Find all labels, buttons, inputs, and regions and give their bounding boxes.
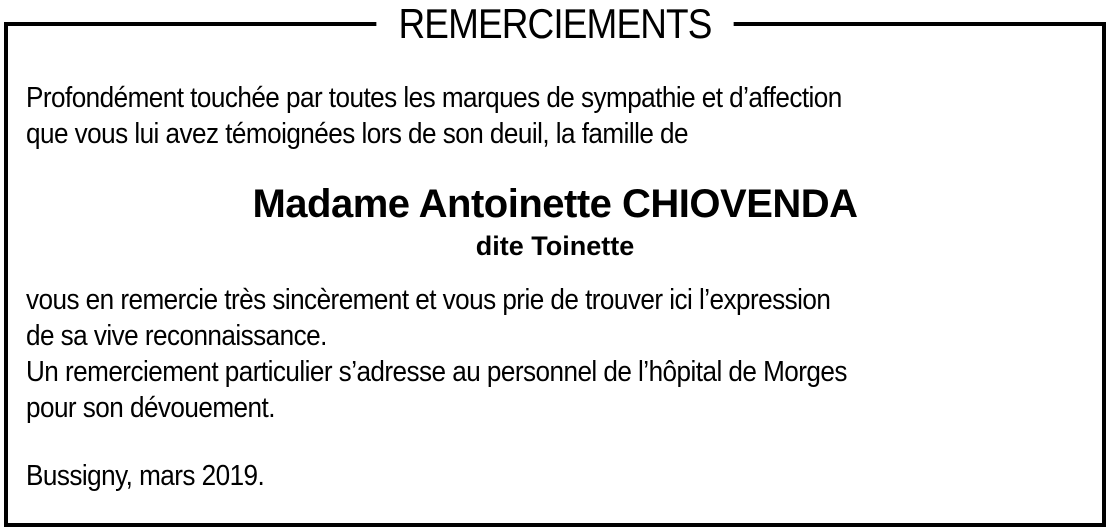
body-line-4: pour son dévouement.: [26, 392, 275, 424]
place-date-text: Bussigny, mars 2019.: [26, 460, 265, 492]
deceased-alias: dite Toinette: [475, 231, 635, 261]
intro-line-1: Profondément touchée par toutes les marques de sympathie et d’affection: [26, 82, 842, 114]
intro-line-2: que vous lui avez témoignées lors de son deuil, la famille de: [26, 118, 689, 150]
intro-paragraph: [26, 80, 998, 152]
notice-title: REMERCIEMENTS: [376, 0, 733, 48]
body-paragraph: [26, 282, 998, 426]
body-line-2: de sa vive reconnaissance.: [26, 320, 327, 352]
body-line-1: vous en remercie très sincèrement et vous prie de trouver ici l’expression: [26, 284, 831, 316]
deceased-name: Madame Antoinette CHIOVENDA: [252, 182, 858, 226]
body-line-3: Un remerciement particulier s’adresse au personnel de l’hôpital de Morges: [26, 356, 847, 388]
place-date: [26, 458, 998, 494]
